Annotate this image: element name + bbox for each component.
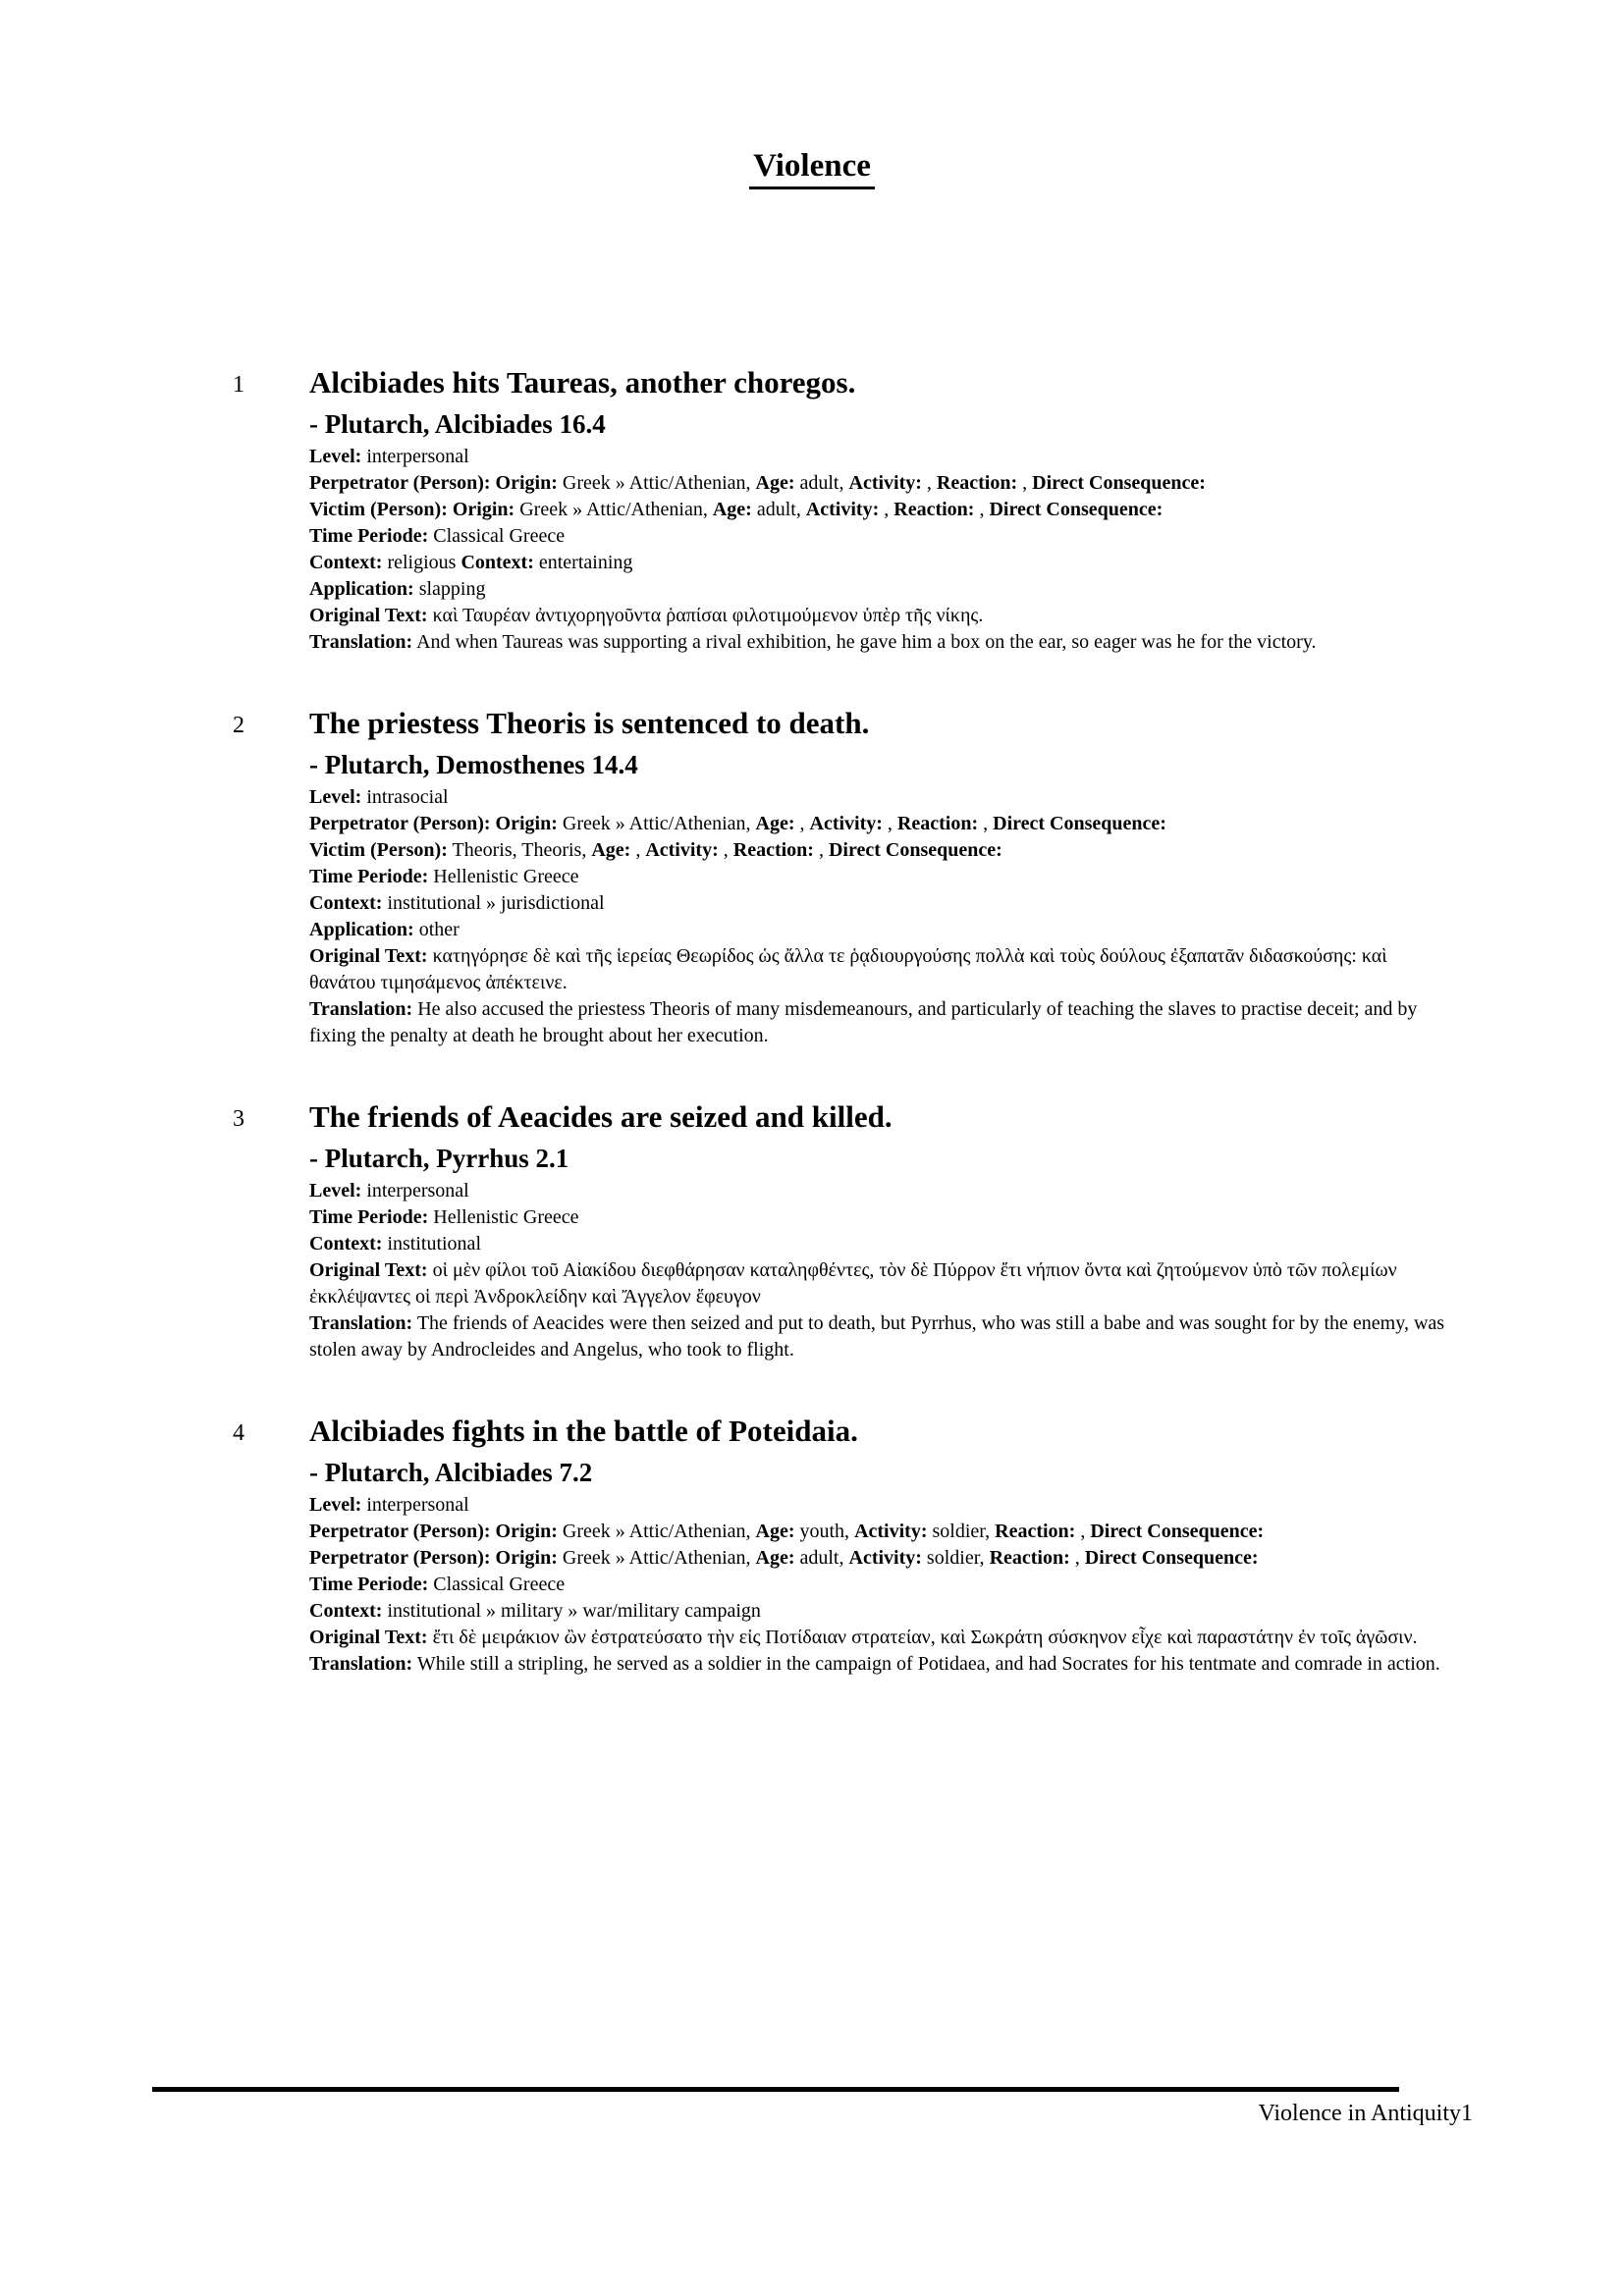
field-label: Direct Consequence: [993,813,1166,834]
detail-line [309,943,1448,996]
detail-line [309,996,1448,1049]
detail-line [309,864,1448,890]
field-label: Perpetrator (Person): [309,472,491,494]
field-label: Activity: [809,813,883,834]
field-value: , [630,839,646,861]
detail-line [309,523,1448,550]
field-label: Level: [309,1180,362,1201]
field-label: Level: [309,1494,362,1516]
field-value: interpersonal [361,1180,469,1201]
field-value: Greek » Attic/Athenian, [514,499,713,520]
field-label: Age: [755,1547,795,1569]
detail-line [309,1598,1448,1625]
field-value: The friends of Aeacides were then seized and put to death, but Pyrrhus, who was still a babe and was sought for by the enemy, was stolen away by Androcleides and Angelus, who took to flight. [309,1312,1445,1361]
field-label: Application: [309,919,414,940]
entry-number: 1 [233,372,244,398]
detail-line [309,1204,1448,1231]
detail-line [309,1257,1448,1310]
page-title-text: Violence [749,147,875,189]
field-value: other [413,919,460,940]
detail-line [309,1231,1448,1257]
field-value: adult, [794,1547,849,1569]
field-value: interpersonal [361,1494,469,1516]
detail-line [309,1492,1448,1519]
violence-entry [233,1098,1455,1363]
entry-title: Alcibiades fights in the battle of Poteidaia. [309,1414,858,1448]
entry-source-citation: - Plutarch, Demosthenes 14.4 [309,750,638,779]
field-label: Reaction: [893,499,975,520]
field-value: religious [382,552,461,573]
field-value: institutional [382,1233,481,1255]
field-value: κατηγόρησε δὲ καὶ τῆς ἱερείας Θεωρίδος ὡς ἄλλα τε ῥᾳδιουργούσης πολλὰ καὶ τοὺς δούλους ἐξαπατᾶν διδασκούσης: καὶ θανάτου τιμησάμενος ἀπέκτεινε. [309,945,1387,993]
field-value: , [882,813,897,834]
entry-detail-lines [309,1492,1448,1678]
entry-detail-lines [309,1178,1448,1363]
field-label: Age: [712,499,752,520]
field-label: Origin: [495,472,558,494]
detail-line [309,497,1448,523]
field-label: Time Periode: [309,525,429,547]
field-value: And when Taureas was supporting a rival exhibition, he gave him a box on the ear, so eager was he for the victory. [412,631,1317,653]
entry-detail-lines [309,784,1448,1049]
field-value: adult, [794,472,849,494]
field-label: Perpetrator (Person): [309,813,491,834]
detail-line [309,837,1448,864]
field-label: Reaction: [995,1521,1076,1542]
field-label: Age: [755,813,795,834]
field-label: Translation: [309,1312,413,1334]
entry-number: 2 [233,713,244,738]
field-value: adult, [751,499,806,520]
detail-line [309,890,1448,917]
field-value: , [921,472,937,494]
field-label: Age: [591,839,631,861]
field-value: intrasocial [361,786,449,808]
field-value: Theoris, Theoris, [447,839,592,861]
field-label: Direct Consequence: [989,499,1164,520]
field-value: Greek » Attic/Athenian, [557,1547,756,1569]
entry-number: 4 [233,1420,244,1446]
field-label: Reaction: [896,813,979,834]
field-label: Activity: [848,472,922,494]
field-label: Activity: [805,499,880,520]
field-value: , [794,813,810,834]
detail-line [309,444,1448,470]
field-value: , [1017,472,1033,494]
field-label: Translation: [309,998,413,1020]
detail-line [309,603,1448,629]
entry-list [233,364,1455,1678]
field-label: Translation: [309,1653,413,1675]
field-label: Context: [309,892,383,914]
field-label: Reaction: [989,1547,1070,1569]
violence-entry [233,1413,1455,1678]
field-label: Activity: [854,1521,928,1542]
entry-title: Alcibiades hits Taureas, another choregos. [309,365,856,400]
field-value: Classical Greece [428,1574,566,1595]
field-label: Original Text: [309,1627,428,1648]
field-value: He also accused the priestess Theoris of many misdemeanours, and particularly of teaching the slaves to practise deceit; and by fixing the penalty at death he brought about her execution. [309,998,1418,1046]
field-value: , [718,839,733,861]
field-label: Original Text: [309,1259,428,1281]
field-label: Time Periode: [309,866,429,887]
field-label: Level: [309,446,362,467]
field-label: Origin: [495,813,558,834]
field-label: Direct Consequence: [828,839,1002,861]
detail-line [309,1651,1448,1678]
field-value: Hellenistic Greece [428,1206,579,1228]
field-value: καὶ Ταυρέαν ἀντιχορηγοῦντα ῥαπίσαι φιλοτιμούμενον ὑπὲρ τῆς νίκης. [427,605,984,626]
field-label: Direct Consequence: [1032,472,1206,494]
field-label: Activity: [848,1547,922,1569]
detail-line [309,1178,1448,1204]
field-value: soldier, [927,1521,996,1542]
field-value: interpersonal [361,446,469,467]
field-value: While still a stripling, he served as a soldier in the campaign of Potidaea, and had Socrates for his tentmate and comrade in action. [412,1653,1440,1675]
field-label: Victim (Person): [309,839,448,861]
entry-source-citation: - Plutarch, Alcibiades 16.4 [309,409,606,439]
field-value: soldier, [921,1547,990,1569]
detail-line [309,784,1448,811]
detail-line [309,470,1448,497]
field-label: Context: [309,1233,383,1255]
field-value: , [1075,1521,1091,1542]
violence-entry [233,705,1455,1049]
field-value: , [974,499,990,520]
field-value: Greek » Attic/Athenian, [557,813,756,834]
entry-title: The friends of Aeacides are seized and killed. [309,1099,893,1134]
detail-line [309,1545,1448,1572]
field-value: youth, [794,1521,855,1542]
detail-line [309,1310,1448,1363]
field-value: Hellenistic Greece [428,866,579,887]
entry-body [309,364,1448,656]
field-value: , [978,813,994,834]
field-value: Greek » Attic/Athenian, [557,472,756,494]
field-value: institutional » jurisdictional [382,892,605,914]
page-footer [152,2099,1473,2128]
field-value: entertaining [533,552,633,573]
field-label: Time Periode: [309,1574,429,1595]
field-label: Reaction: [936,472,1018,494]
entry-body [309,705,1448,1049]
entry-number: 3 [233,1106,244,1132]
detail-line [309,811,1448,837]
detail-line [309,1572,1448,1598]
detail-line [309,1519,1448,1545]
detail-line [309,917,1448,943]
field-label: Context: [309,552,383,573]
field-value: ἔτι δὲ μειράκιον ὢν ἐστρατεύσατο τὴν εἰς Ποτίδαιαν στρατείαν, καὶ Σωκράτη σύσκηνον εἶχε καὶ παραστάτην ἐν τοῖς ἀγῶσιν. [427,1627,1418,1648]
field-label: Origin: [452,499,515,520]
detail-line [309,629,1448,656]
entry-source-citation: - Plutarch, Pyrrhus 2.1 [309,1144,569,1173]
field-value: Classical Greece [428,525,566,547]
field-label: Victim (Person): [309,499,448,520]
field-label: Perpetrator (Person): [309,1547,491,1569]
field-label: Original Text: [309,605,428,626]
field-label: Age: [755,1521,795,1542]
footer-page-number: 1 [1461,2101,1473,2126]
field-label: Original Text: [309,945,428,967]
field-label: Perpetrator (Person): [309,1521,491,1542]
field-label: Translation: [309,631,413,653]
field-label: Level: [309,786,362,808]
entry-detail-lines [309,444,1448,656]
field-value: , [1069,1547,1085,1569]
entry-source-citation: - Plutarch, Alcibiades 7.2 [309,1458,593,1487]
field-value: institutional » military » war/military campaign [382,1600,761,1622]
footer-title: Violence in Antiquity [1258,2101,1461,2126]
field-label: Context: [460,552,534,573]
detail-line [309,576,1448,603]
detail-line [309,1625,1448,1651]
field-value: Greek » Attic/Athenian, [557,1521,756,1542]
field-label: Origin: [495,1547,558,1569]
field-label: Application: [309,578,414,600]
entry-body [309,1413,1448,1678]
field-label: Origin: [495,1521,558,1542]
field-value: slapping [413,578,486,600]
field-value: , [879,499,894,520]
field-value: , [813,839,829,861]
field-label: Direct Consequence: [1084,1547,1259,1569]
field-label: Time Periode: [309,1206,429,1228]
page-title [0,147,1624,189]
entry-title: The priestess Theoris is sentenced to death. [309,706,870,740]
field-label: Age: [755,472,795,494]
field-label: Direct Consequence: [1090,1521,1265,1542]
entry-body [309,1098,1448,1363]
field-label: Context: [309,1600,383,1622]
field-label: Reaction: [732,839,814,861]
violence-entry [233,364,1455,656]
detail-line [309,550,1448,576]
field-value: οἱ μὲν φίλοι τοῦ Αἰακίδου διεφθάρησαν καταληφθέντες, τὸν δὲ Πύρρον ἔτι νήπιον ὄντα καὶ ζητούμενον ὑπὸ τῶν πολεμίων ἐκκλέψαντες οἱ περὶ Ἀνδροκλείδην καὶ Ἄγγελον ἔφευγον [309,1259,1397,1308]
footer-divider [152,2087,1399,2092]
field-label: Activity: [645,839,719,861]
